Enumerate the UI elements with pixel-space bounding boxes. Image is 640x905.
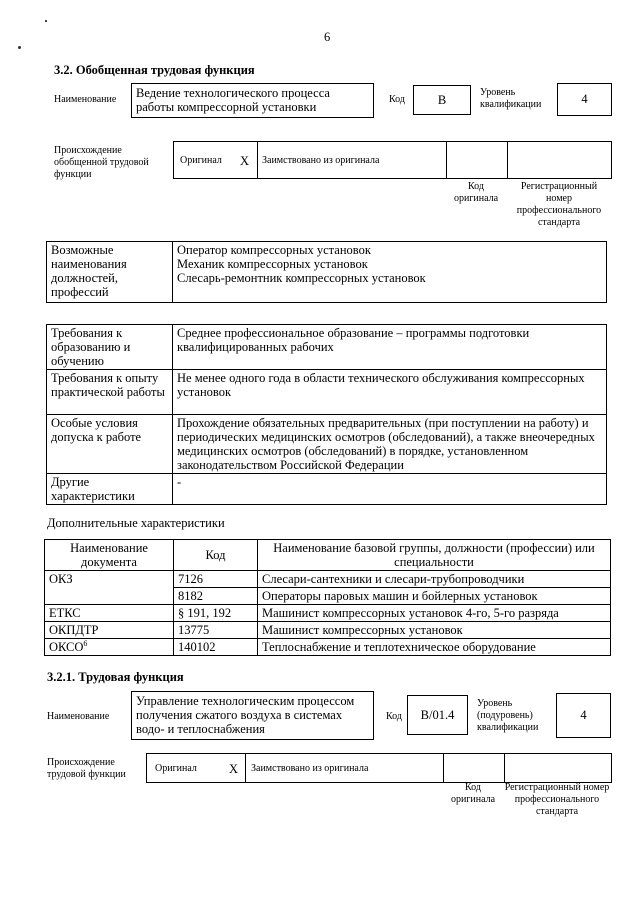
req-label: Особые условия допуска к работе: [47, 415, 173, 474]
doc-text: ОКСО: [49, 640, 84, 654]
original-label: Оригинал: [180, 155, 222, 166]
col-header-code: Код: [174, 540, 258, 571]
code-box: [413, 85, 471, 115]
col-header-doc: Наименование документа: [45, 540, 174, 571]
page-number: 6: [324, 30, 331, 44]
function-name-value: Управление технологическим процессом получения сжатого воздуха в системах водо- и теплоснабжения: [136, 694, 355, 736]
doc-cell: [45, 639, 174, 656]
additional-title: Дополнительные характеристики: [47, 516, 225, 530]
orig-code-label: Код оригинала: [453, 181, 499, 204]
section-heading: 3.2. Обобщенная трудовая функция: [54, 63, 255, 77]
reg-number-label: Регистрационный номер профессионального стандарта: [516, 181, 602, 228]
name-cell: Машинист компрессорных установок 4-го, 5-го разряда: [258, 605, 611, 622]
req-value: Не менее одного года в области технического обслуживания компрессорных установок: [173, 370, 607, 415]
code-cell: § 191, 192: [174, 605, 258, 622]
table-row: [45, 639, 611, 656]
name-label: Наименование: [54, 94, 117, 105]
requirements-table: [46, 324, 607, 505]
doc-cell: ОКЗ: [45, 571, 174, 605]
table-row: [45, 605, 611, 622]
code-box: [407, 695, 468, 735]
scan-dot: [18, 46, 21, 49]
name-cell: Слесари-сантехники и слесари-трубопроводчики: [258, 571, 611, 588]
original-mark: X: [229, 762, 239, 776]
req-label: Требования к образованию и обучению: [47, 325, 173, 370]
origin-label: Происхождение трудовой функции: [47, 757, 126, 780]
function-name-value: Ведение технологического процесса работы компрессорной установки: [136, 86, 330, 114]
code-cell: 8182: [174, 588, 258, 605]
code-value: B/01.4: [420, 708, 455, 722]
origin-row: [146, 753, 612, 783]
code-value: B: [437, 93, 447, 107]
req-label: Требования к опыту практической работы: [47, 370, 173, 415]
original-label: Оригинал: [155, 763, 197, 774]
req-value: Прохождение обязательных предварительных (при поступлении на работу) и периодических медицинских осмотров (обследований), а также внеочередных медицинских осмотров (обследований) в порядке, установленном законодательством Российской Федерации: [173, 415, 607, 474]
req-label: Другие характеристики: [47, 474, 173, 505]
original-mark: X: [240, 154, 250, 168]
footnote-mark: 6: [83, 638, 88, 648]
col-header-name: Наименование базовой группы, должности (профессии) или специальности: [258, 540, 611, 571]
level-value: 4: [580, 708, 587, 722]
code-cell: 7126: [174, 571, 258, 588]
level-label: Уровень квалификации: [480, 87, 542, 110]
reg-number-label: Регистрационный номер профессионального стандарта: [504, 782, 610, 817]
additional-table: [44, 539, 611, 656]
name-cell: Операторы паровых машин и бойлерных установок: [258, 588, 611, 605]
level-box: [556, 693, 611, 738]
origin-row: [173, 141, 612, 179]
positions-list: [173, 242, 607, 303]
function-name-box: [131, 691, 374, 740]
level-value: 4: [581, 92, 588, 106]
list-item: Механик компрессорных установок: [177, 257, 368, 271]
name-cell: Теплоснабжение и теплотехническое оборудование: [258, 639, 611, 656]
section-heading: 3.2.1. Трудовая функция: [47, 670, 184, 684]
code-label: Код: [386, 711, 402, 722]
positions-table: [46, 241, 607, 303]
name-cell: Машинист компрессорных установок: [258, 622, 611, 639]
table-row: [45, 571, 611, 588]
req-value: -: [173, 474, 607, 505]
scan-dot: [45, 20, 47, 22]
function-name-box: [131, 83, 374, 118]
list-item: Слесарь-ремонтник компрессорных установок: [177, 271, 426, 285]
level-box: [557, 83, 612, 116]
orig-code-label: Код оригинала: [450, 782, 496, 805]
borrowed-label: Заимствовано из оригинала: [251, 763, 369, 774]
origin-label: Происхождение обобщенной трудовой функции: [54, 145, 149, 180]
code-cell: 140102: [174, 639, 258, 656]
req-value: Среднее профессиональное образование – программы подготовки квалифицированных рабочих: [173, 325, 607, 370]
level-label: Уровень (подуровень) квалификации: [477, 698, 539, 733]
table-row: [45, 622, 611, 639]
doc-cell: ЕТКС: [45, 605, 174, 622]
code-cell: 13775: [174, 622, 258, 639]
positions-label: Возможные наименования должностей, профессий: [47, 242, 173, 303]
borrowed-label: Заимствовано из оригинала: [262, 155, 380, 166]
list-item: Оператор компрессорных установок: [177, 243, 371, 257]
name-label: Наименование: [47, 711, 110, 722]
code-label: Код: [389, 94, 405, 105]
doc-cell: ОКПДТР: [45, 622, 174, 639]
